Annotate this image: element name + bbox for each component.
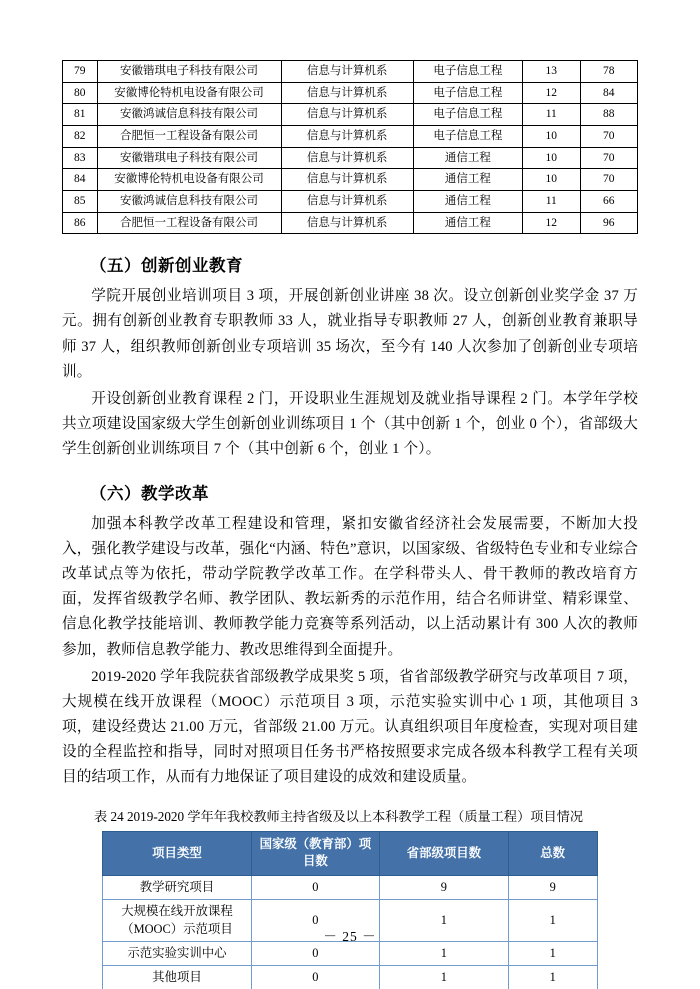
cell-company: 合肥恒一工程设备有限公司 xyxy=(97,126,281,148)
cell-number-2: 88 xyxy=(580,104,638,126)
section-heading-teaching-reform: （六）教学改革 xyxy=(90,484,209,504)
cell-index: 81 xyxy=(63,104,98,126)
table-24-caption: 表 24 2019-2020 学年年我校教师主持省级及以上本科教学工程（质量工程）项目情况 xyxy=(94,809,584,825)
page-number: － 25 － xyxy=(323,929,377,944)
internship-base-table xyxy=(62,60,638,234)
cell-number-1: 10 xyxy=(523,147,581,169)
cell-company: 安徽博伦特机电设备有限公司 xyxy=(97,82,281,104)
cell-index: 79 xyxy=(63,61,98,83)
table-body xyxy=(63,61,638,234)
cell-number-1: 11 xyxy=(523,191,581,213)
cell-total: 9 xyxy=(508,875,597,899)
cell-major: 电子信息工程 xyxy=(413,82,522,104)
cell-national: 0 xyxy=(251,900,380,942)
cell-department: 信息与计算机系 xyxy=(281,191,413,213)
table-row xyxy=(63,104,638,126)
table-row xyxy=(103,966,597,989)
paragraph-teaching-reform-2: 2019-2020 学年我院获省部级教学成果奖 5 项，省省部级教学研究与改革项目 7 项，大规模在线开放课程（MOOC）示范项目 3 项，示范实验实训中心 1 项，其他项目 3 项，建设经费达 21.00 万元，省部级 21.00 万元。认真组织项目年度检查，实现对项目建设的全程监控和指导，同时对照项目任务书严格按照要求完成各级本科教学工程有关项目的结项工作，从而有力地保证了项目建设的成效和建设质量。 xyxy=(62,668,638,785)
cell-provincial: 1 xyxy=(380,966,509,989)
table-row xyxy=(63,82,638,104)
cell-department: 信息与计算机系 xyxy=(281,212,413,234)
cell-department: 信息与计算机系 xyxy=(281,169,413,191)
cell-major: 电子信息工程 xyxy=(413,126,522,148)
cell-total: 1 xyxy=(508,941,597,965)
cell-project-type: 示范实验实训中心 xyxy=(103,941,251,965)
cell-national: 0 xyxy=(251,941,380,965)
cell-total: 1 xyxy=(508,966,597,989)
cell-number-1: 10 xyxy=(523,169,581,191)
cell-department: 信息与计算机系 xyxy=(281,82,413,104)
cell-number-2: 70 xyxy=(580,147,638,169)
cell-project-type: 教学研究项目 xyxy=(103,875,251,899)
cell-index: 84 xyxy=(63,169,98,191)
cell-company: 合肥恒一工程设备有限公司 xyxy=(97,212,281,234)
cell-major: 通信工程 xyxy=(413,147,522,169)
cell-major: 通信工程 xyxy=(413,191,522,213)
cell-company: 安徽博伦特机电设备有限公司 xyxy=(97,169,281,191)
cell-department: 信息与计算机系 xyxy=(281,61,413,83)
cell-provincial: 1 xyxy=(380,941,509,965)
table-row xyxy=(103,875,597,899)
cell-provincial: 1 xyxy=(380,900,509,942)
table-row xyxy=(63,61,638,83)
header-national-count: 国家级（教育部）项目数 xyxy=(251,832,380,876)
table-24-head xyxy=(103,832,597,876)
header-provincial-count: 省部级项目数 xyxy=(380,832,509,876)
cell-department: 信息与计算机系 xyxy=(281,126,413,148)
cell-number-2: 96 xyxy=(580,212,638,234)
cell-company: 安徽锴琪电子科技有限公司 xyxy=(97,61,281,83)
cell-index: 86 xyxy=(63,212,98,234)
section-heading-innovation: （五）创新创业教育 xyxy=(90,256,243,276)
cell-project-type: 大规模在线开放课程（MOOC）示范项目 xyxy=(103,900,251,942)
cell-number-2: 66 xyxy=(580,191,638,213)
cell-total: 1 xyxy=(508,900,597,942)
cell-major: 通信工程 xyxy=(413,212,522,234)
cell-number-1: 11 xyxy=(523,104,581,126)
paragraph-innovation-2: 开设创新创业教育课程 2 门，开设职业生涯规划及就业指导课程 2 门。本学年学校共立项建设国家级大学生创新创业训练项目 1 个（其中创新 1 个，创业 0 个），省部级大学生创新创业训练项目 7 个（其中创新 6 个，创业 1 个）。 xyxy=(62,390,638,457)
cell-company: 安徽鸿诚信息科技有限公司 xyxy=(97,191,281,213)
table-row xyxy=(63,126,638,148)
cell-major: 通信工程 xyxy=(413,169,522,191)
cell-national: 0 xyxy=(251,875,380,899)
cell-company: 安徽锴琪电子科技有限公司 xyxy=(97,147,281,169)
table-row xyxy=(63,169,638,191)
paragraph-teaching-reform-1: 加强本科教学改革工程建设和管理，紧扣安徽省经济社会发展需要，不断加大投入，强化教学建设与改革，强化“内涵、特色”意识，以国家级、省级特色专业和专业综合改革试点等为依托，带动学院教学改革工作。在学科带头人、骨干教师的教改培育方面，发挥省级教学名师、教学团队、教坛新秀的示范作用，结合名师讲堂、精彩课堂、信息化教学技能培训、教师教学能力竞赛等系列活动，以上活动累计有 300 人次的教师参加，教师信息教学能力、教改思维得到全面提升。 xyxy=(62,516,638,658)
cell-index: 82 xyxy=(63,126,98,148)
cell-provincial: 9 xyxy=(380,875,509,899)
cell-department: 信息与计算机系 xyxy=(281,104,413,126)
table-row xyxy=(63,191,638,213)
table-row xyxy=(103,941,597,965)
cell-major: 电子信息工程 xyxy=(413,104,522,126)
cell-index: 85 xyxy=(63,191,98,213)
table-row xyxy=(63,147,638,169)
header-total: 总数 xyxy=(508,832,597,876)
paragraph-innovation-1: 学院开展创业培训项目 3 项，开展创新创业讲座 38 次。设立创新创业奖学金 37 万元。拥有创新创业教育专职教师 33 人，就业指导专职教师 27 人，创新创业教育兼职导师 37 人，组织教师创新创业专项培训 35 场次，至今有 140 人次参加了创新创业专项培训。 xyxy=(62,288,638,380)
cell-number-2: 84 xyxy=(580,82,638,104)
cell-number-1: 13 xyxy=(523,61,581,83)
cell-national: 0 xyxy=(251,966,380,989)
cell-number-1: 10 xyxy=(523,126,581,148)
table-header-row xyxy=(103,832,597,876)
cell-number-2: 70 xyxy=(580,169,638,191)
header-project-type: 项目类型 xyxy=(103,832,251,876)
cell-major: 电子信息工程 xyxy=(413,61,522,83)
cell-index: 80 xyxy=(63,82,98,104)
cell-project-type: 其他项目 xyxy=(103,966,251,989)
cell-company: 安徽鸿诚信息科技有限公司 xyxy=(97,104,281,126)
cell-index: 83 xyxy=(63,147,98,169)
table-24-quality-projects xyxy=(102,831,597,989)
cell-number-1: 12 xyxy=(523,82,581,104)
table-row xyxy=(63,212,638,234)
cell-number-2: 78 xyxy=(580,61,638,83)
cell-number-1: 12 xyxy=(523,212,581,234)
cell-department: 信息与计算机系 xyxy=(281,147,413,169)
cell-number-2: 70 xyxy=(580,126,638,148)
